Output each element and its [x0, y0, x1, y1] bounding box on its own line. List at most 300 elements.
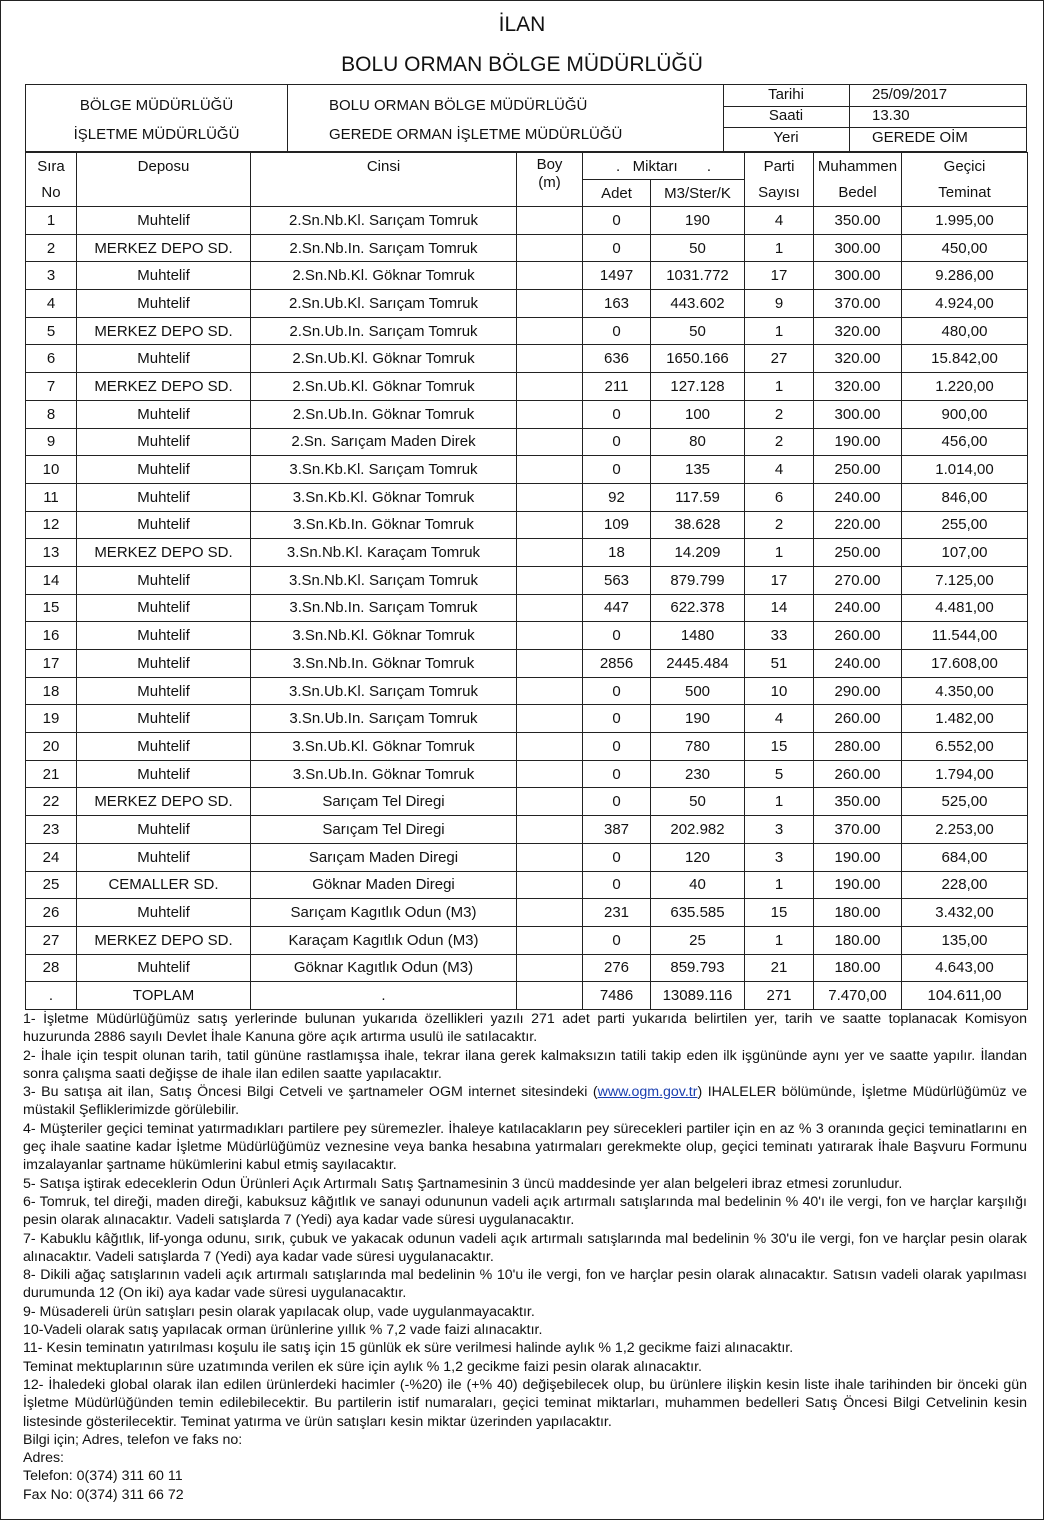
- cell-adet: 447: [583, 594, 651, 622]
- cell-teminat: 11.544,00: [902, 622, 1028, 650]
- cell-parti: 5: [745, 760, 814, 788]
- cell-boy: [517, 954, 583, 982]
- cell-m3: 50: [651, 234, 745, 262]
- cell-cinsi: Sarıçam Maden Diregi: [251, 843, 517, 871]
- cell-sira: 7: [26, 373, 77, 401]
- cell-deposu: Muhtelif: [77, 428, 251, 456]
- cell-boy: [517, 539, 583, 567]
- table-row: [26, 760, 1028, 788]
- cell-boy: [517, 650, 583, 678]
- note-3-pre: 3- Bu satışa ait ilan, Satış Öncesi Bilgi Cetveli ve şartnameler OGM internet sitesindeki (: [23, 1084, 598, 1101]
- cell-bedel: 240.00: [814, 483, 902, 511]
- cell-deposu: Muhtelif: [77, 816, 251, 844]
- cell-teminat: 7.125,00: [902, 566, 1028, 594]
- cell-boy: [517, 926, 583, 954]
- notes-section: [23, 1010, 1027, 1504]
- cell-adet: 0: [583, 622, 651, 650]
- col-header-cinsi-blank: [251, 180, 517, 207]
- cell-sira: 10: [26, 456, 77, 484]
- table-row: [26, 788, 1028, 816]
- cell-cinsi: 3.Sn.Ub.In. Göknar Tomruk: [251, 760, 517, 788]
- cell-sira: 27: [26, 926, 77, 954]
- cell-parti: 1: [745, 373, 814, 401]
- table-row: [26, 345, 1028, 373]
- cell-teminat: 525,00: [902, 788, 1028, 816]
- cell-parti: 1: [745, 234, 814, 262]
- header-box: [25, 84, 1027, 152]
- cell-deposu: Muhtelif: [77, 954, 251, 982]
- cell-boy: [517, 871, 583, 899]
- cell-teminat: 255,00: [902, 511, 1028, 539]
- cell-deposu: MERKEZ DEPO SD.: [77, 373, 251, 401]
- cell-adet: 0: [583, 760, 651, 788]
- note-3: [23, 1083, 1027, 1120]
- total-cell-sira: .: [26, 982, 77, 1010]
- cell-sira: 19: [26, 705, 77, 733]
- total-cell-boy: [517, 982, 583, 1010]
- table-row: [26, 954, 1028, 982]
- table-row: [26, 207, 1028, 235]
- cell-teminat: 1.220,00: [902, 373, 1028, 401]
- contact-phone: Telefon: 0(374) 311 60 11: [23, 1468, 183, 1485]
- cell-boy: [517, 760, 583, 788]
- cell-m3: 1480: [651, 622, 745, 650]
- cell-deposu: Muhtelif: [77, 733, 251, 761]
- table-row: [26, 843, 1028, 871]
- cell-cinsi: 2.Sn.Ub.In. Sarıçam Tomruk: [251, 317, 517, 345]
- cell-parti: 1: [745, 539, 814, 567]
- table-row: [26, 317, 1028, 345]
- cell-sira: 18: [26, 677, 77, 705]
- cell-cinsi: 3.Sn.Nb.Kl. Göknar Tomruk: [251, 622, 517, 650]
- cell-deposu: Muhtelif: [77, 705, 251, 733]
- note-2: 2- İhale için tespit olunan tarih, tatil gününe rastlamışsa ihale, tekrar ilana gerek kalmaksızın tatili takip eden ilk işgününde aynı yer ve saatte yapılır. İlandan sonra çalışma saati değişse de ihale ilan edilen saatte yapılacaktır.: [23, 1047, 1027, 1082]
- cell-adet: 2856: [583, 650, 651, 678]
- cell-bedel: 300.00: [814, 400, 902, 428]
- meta-label-date: Tarihi: [768, 86, 804, 103]
- cell-adet: 231: [583, 899, 651, 927]
- cell-teminat: 846,00: [902, 483, 1028, 511]
- total-cell-bedel: 7.470,00: [814, 982, 902, 1010]
- total-cell-teminat: 104.611,00: [902, 982, 1028, 1010]
- cell-adet: 0: [583, 788, 651, 816]
- cell-sira: 28: [26, 954, 77, 982]
- cell-m3: 50: [651, 788, 745, 816]
- cell-bedel: 240.00: [814, 650, 902, 678]
- cell-cinsi: 2.Sn. Sarıçam Maden Direk: [251, 428, 517, 456]
- cell-cinsi: Göknar Maden Diregi: [251, 871, 517, 899]
- cell-sira: 13: [26, 539, 77, 567]
- cell-deposu: Muhtelif: [77, 207, 251, 235]
- table-row: [26, 511, 1028, 539]
- cell-parti: 15: [745, 899, 814, 927]
- table-total-row: [26, 982, 1028, 1010]
- col-header-m3: M3/Ster/K: [651, 180, 745, 207]
- table-row: [26, 262, 1028, 290]
- cell-boy: [517, 345, 583, 373]
- col-header-sira: Sıra: [26, 153, 77, 180]
- table-row: [26, 926, 1028, 954]
- cell-adet: 0: [583, 400, 651, 428]
- cell-cinsi: Sarıçam Kagıtlık Odun (M3): [251, 899, 517, 927]
- cell-bedel: 350.00: [814, 207, 902, 235]
- cell-deposu: MERKEZ DEPO SD.: [77, 317, 251, 345]
- cell-m3: 80: [651, 428, 745, 456]
- cell-boy: [517, 566, 583, 594]
- cell-cinsi: Sarıçam Tel Diregi: [251, 816, 517, 844]
- contact-fax: Fax No: 0(374) 311 66 72: [23, 1486, 184, 1503]
- cell-teminat: 1.014,00: [902, 456, 1028, 484]
- cell-sira: 20: [26, 733, 77, 761]
- value-bolge: BOLU ORMAN BÖLGE MÜDÜRLÜĞÜ: [329, 97, 588, 114]
- cell-m3: 40: [651, 871, 745, 899]
- cell-adet: 0: [583, 843, 651, 871]
- meta-label-place: Yeri: [773, 129, 799, 146]
- table-row: [26, 456, 1028, 484]
- meta-value-date: 25/09/2017: [872, 86, 948, 103]
- cell-adet: 18: [583, 539, 651, 567]
- table-row: [26, 428, 1028, 456]
- cell-deposu: Muhtelif: [77, 594, 251, 622]
- cell-parti: 1: [745, 317, 814, 345]
- cell-deposu: Muhtelif: [77, 760, 251, 788]
- cell-cinsi: 3.Sn.Nb.Kl. Sarıçam Tomruk: [251, 566, 517, 594]
- cell-sira: 22: [26, 788, 77, 816]
- cell-boy: [517, 428, 583, 456]
- cell-m3: 780: [651, 733, 745, 761]
- col-header-boy: [517, 153, 583, 207]
- cell-adet: 387: [583, 816, 651, 844]
- ogm-link[interactable]: www.ogm.gov.tr: [597, 1084, 698, 1101]
- note-7: 7- Kabuklu kâğıtlık, lif-yonga odunu, sırık, çubuk ve yakacak odunun vadeli açık artırmalı satışlarında mal bedelinin % 30'u ile vergi, fon ve harçlar pesin olarak alınacaktır. Vadeli satışlarda 7 (Yedi) aya kadar vade süresi uygulanacaktır.: [23, 1230, 1027, 1265]
- cell-m3: 622.378: [651, 594, 745, 622]
- cell-teminat: 17.608,00: [902, 650, 1028, 678]
- cell-teminat: 228,00: [902, 871, 1028, 899]
- cell-parti: 1: [745, 926, 814, 954]
- cell-parti: 10: [745, 677, 814, 705]
- cell-deposu: Muhtelif: [77, 483, 251, 511]
- cell-teminat: 6.552,00: [902, 733, 1028, 761]
- cell-boy: [517, 373, 583, 401]
- cell-parti: 9: [745, 290, 814, 318]
- cell-m3: 2445.484: [651, 650, 745, 678]
- table-row: [26, 899, 1028, 927]
- cell-adet: 0: [583, 207, 651, 235]
- note-8: 8- Dikili ağaç satışlarının vadeli açık artırmalı satışlarında mal bedelinin % 10'u ile vergi, fon ve harçlar pesin olarak alınacaktır. Satısın vadeli olarak yapılması durumunda 12 (On iki) aya kadar vade süresi uygulanacaktır.: [23, 1267, 1027, 1302]
- total-cell-m3: 13089.116: [651, 982, 745, 1010]
- cell-bedel: 260.00: [814, 622, 902, 650]
- cell-adet: 563: [583, 566, 651, 594]
- cell-parti: 14: [745, 594, 814, 622]
- table-row: [26, 400, 1028, 428]
- table-row: [26, 622, 1028, 650]
- cell-bedel: 180.00: [814, 926, 902, 954]
- cell-parti: 4: [745, 456, 814, 484]
- cell-teminat: 107,00: [902, 539, 1028, 567]
- cell-parti: 6: [745, 483, 814, 511]
- cell-adet: 0: [583, 234, 651, 262]
- table-row: [26, 733, 1028, 761]
- cell-adet: 0: [583, 428, 651, 456]
- cell-adet: 109: [583, 511, 651, 539]
- cell-cinsi: Göknar Kagıtlık Odun (M3): [251, 954, 517, 982]
- cell-bedel: 300.00: [814, 234, 902, 262]
- cell-adet: 636: [583, 345, 651, 373]
- cell-sira: 5: [26, 317, 77, 345]
- cell-sira: 1: [26, 207, 77, 235]
- cell-teminat: 15.842,00: [902, 345, 1028, 373]
- cell-parti: 2: [745, 511, 814, 539]
- cell-cinsi: 2.Sn.Nb.Kl. Göknar Tomruk: [251, 262, 517, 290]
- cell-bedel: 280.00: [814, 733, 902, 761]
- cell-cinsi: 3.Sn.Ub.Kl. Sarıçam Tomruk: [251, 677, 517, 705]
- col-header-boy-unit: (m): [538, 174, 561, 191]
- cell-m3: 100: [651, 400, 745, 428]
- cell-deposu: MERKEZ DEPO SD.: [77, 926, 251, 954]
- cell-m3: 135: [651, 456, 745, 484]
- cell-deposu: Muhtelif: [77, 400, 251, 428]
- cell-boy: [517, 290, 583, 318]
- col-header-bedel: Bedel: [814, 180, 902, 207]
- cell-sira: 9: [26, 428, 77, 456]
- cell-parti: 17: [745, 566, 814, 594]
- cell-teminat: 1.482,00: [902, 705, 1028, 733]
- cell-m3: 859.793: [651, 954, 745, 982]
- cell-sira: 3: [26, 262, 77, 290]
- cell-sira: 4: [26, 290, 77, 318]
- cell-bedel: 370.00: [814, 816, 902, 844]
- col-header-deposu-blank: [77, 180, 251, 207]
- cell-cinsi: 3.Sn.Kb.Kl. Sarıçam Tomruk: [251, 456, 517, 484]
- cell-teminat: 4.924,00: [902, 290, 1028, 318]
- cell-teminat: 456,00: [902, 428, 1028, 456]
- cell-boy: [517, 207, 583, 235]
- table-row: [26, 566, 1028, 594]
- cell-boy: [517, 317, 583, 345]
- cell-sira: 17: [26, 650, 77, 678]
- page-title: İLAN: [498, 13, 546, 36]
- cell-teminat: 4.643,00: [902, 954, 1028, 982]
- cell-adet: 0: [583, 705, 651, 733]
- meta-value-time: 13.30: [872, 107, 910, 124]
- total-cell-deposu: TOPLAM: [77, 982, 251, 1010]
- cell-teminat: 450,00: [902, 234, 1028, 262]
- cell-boy: [517, 788, 583, 816]
- label-bolge: BÖLGE MÜDÜRLÜĞÜ: [79, 97, 234, 114]
- note-5: 5- Satışa iştirak edeceklerin Odun Ürünleri Açık Artırmalı Satış Şartnamesinin 3 üncü maddesinde yer alan belgeleri ibraz etmesi zorunludur.: [23, 1175, 903, 1192]
- cell-boy: [517, 456, 583, 484]
- cell-bedel: 190.00: [814, 843, 902, 871]
- cell-adet: 0: [583, 317, 651, 345]
- cell-adet: 163: [583, 290, 651, 318]
- meta-value-place: GEREDE OİM: [872, 129, 968, 146]
- col-header-sayisi: Sayısı: [745, 180, 814, 207]
- table-row: [26, 234, 1028, 262]
- note-11b: Teminat mektuplarının süre uzatımında verilen ek süre için aylık % 1,2 gecikme faizi pesin olarak alınacaktır.: [23, 1358, 702, 1375]
- cell-deposu: MERKEZ DEPO SD.: [77, 234, 251, 262]
- cell-m3: 500: [651, 677, 745, 705]
- cell-cinsi: 3.Sn.Nb.In. Göknar Tomruk: [251, 650, 517, 678]
- cell-bedel: 350.00: [814, 788, 902, 816]
- cell-adet: 0: [583, 926, 651, 954]
- col-header-miktari: . Miktarı .: [583, 153, 745, 180]
- cell-bedel: 320.00: [814, 317, 902, 345]
- cell-parti: 27: [745, 345, 814, 373]
- table-row: [26, 816, 1028, 844]
- cell-bedel: 370.00: [814, 290, 902, 318]
- cell-bedel: 240.00: [814, 594, 902, 622]
- cell-m3: 14.209: [651, 539, 745, 567]
- cell-bedel: 300.00: [814, 262, 902, 290]
- cell-sira: 6: [26, 345, 77, 373]
- cell-boy: [517, 899, 583, 927]
- cell-boy: [517, 843, 583, 871]
- cell-sira: 16: [26, 622, 77, 650]
- note-4: 4- Müşteriler geçici teminat yatırmadıkları partilere pey süremezler. İhaleye katılacakların pey sürecekleri partiler için en az % 3 oranında geçici teminatlarını en geç ihale saatine kadar İşletme Müdürlüğümüz veznesine veya banka hesabına yatırmaları gerekmekte olup, geçici teminatı yatırarak İhale Başvuru Formunu imzalayanlar şartname hükümlerini kabul etmiş sayılacaktır.: [23, 1120, 1027, 1174]
- label-isletme: İŞLETME MÜDÜRLÜĞÜ: [73, 126, 240, 143]
- cell-m3: 635.585: [651, 899, 745, 927]
- cell-m3: 202.982: [651, 816, 745, 844]
- cell-deposu: Muhtelif: [77, 290, 251, 318]
- col-header-adet: Adet: [583, 180, 651, 207]
- cell-teminat: 1.794,00: [902, 760, 1028, 788]
- cell-parti: 15: [745, 733, 814, 761]
- cell-teminat: 135,00: [902, 926, 1028, 954]
- table-row: [26, 871, 1028, 899]
- cell-cinsi: 2.Sn.Ub.Kl. Sarıçam Tomruk: [251, 290, 517, 318]
- cell-parti: 4: [745, 207, 814, 235]
- cell-m3: 879.799: [651, 566, 745, 594]
- cell-cinsi: 3.Sn.Kb.In. Göknar Tomruk: [251, 511, 517, 539]
- cell-m3: 25: [651, 926, 745, 954]
- cell-sira: 26: [26, 899, 77, 927]
- cell-adet: 0: [583, 733, 651, 761]
- cell-boy: [517, 677, 583, 705]
- col-header-parti: Parti: [745, 153, 814, 180]
- cell-bedel: 190.00: [814, 871, 902, 899]
- cell-m3: 127.128: [651, 373, 745, 401]
- cell-sira: 23: [26, 816, 77, 844]
- cell-cinsi: 2.Sn.Ub.Kl. Göknar Tomruk: [251, 373, 517, 401]
- cell-sira: 14: [26, 566, 77, 594]
- cell-m3: 190: [651, 705, 745, 733]
- cell-boy: [517, 733, 583, 761]
- cell-m3: 38.628: [651, 511, 745, 539]
- cell-parti: 51: [745, 650, 814, 678]
- cell-parti: 21: [745, 954, 814, 982]
- cell-cinsi: 3.Sn.Nb.Kl. Karaçam Tomruk: [251, 539, 517, 567]
- cell-sira: 15: [26, 594, 77, 622]
- cell-adet: 0: [583, 456, 651, 484]
- note-10: 10-Vadeli olarak satış yapılacak orman ürünlerine yıllık % 7,2 vade faizi alınacaktır.: [23, 1322, 543, 1339]
- cell-bedel: 250.00: [814, 456, 902, 484]
- cell-parti: 33: [745, 622, 814, 650]
- cell-deposu: Muhtelif: [77, 650, 251, 678]
- cell-parti: 4: [745, 705, 814, 733]
- cell-teminat: 1.995,00: [902, 207, 1028, 235]
- col-header-teminat: Teminat: [902, 180, 1028, 207]
- cell-cinsi: 3.Sn.Ub.Kl. Göknar Tomruk: [251, 733, 517, 761]
- contact-intro: Bilgi için; Adres, telefon ve faks no:: [23, 1431, 243, 1448]
- table-row: [26, 539, 1028, 567]
- cell-bedel: 220.00: [814, 511, 902, 539]
- cell-cinsi: 3.Sn.Ub.In. Sarıçam Tomruk: [251, 705, 517, 733]
- cell-parti: 1: [745, 871, 814, 899]
- table-row: [26, 483, 1028, 511]
- cell-teminat: 684,00: [902, 843, 1028, 871]
- cell-boy: [517, 705, 583, 733]
- cell-m3: 117.59: [651, 483, 745, 511]
- value-isletme: GEREDE ORMAN İŞLETME MÜDÜRLÜĞÜ: [329, 126, 623, 143]
- col-header-deposu: Deposu: [77, 153, 251, 180]
- cell-bedel: 260.00: [814, 760, 902, 788]
- cell-teminat: 2.253,00: [902, 816, 1028, 844]
- col-header-muhammen: Muhammen: [814, 153, 902, 180]
- cell-bedel: 260.00: [814, 705, 902, 733]
- cell-boy: [517, 262, 583, 290]
- cell-adet: 211: [583, 373, 651, 401]
- cell-cinsi: 2.Sn.Ub.In. Göknar Tomruk: [251, 400, 517, 428]
- cell-deposu: Muhtelif: [77, 677, 251, 705]
- cell-deposu: Muhtelif: [77, 566, 251, 594]
- cell-deposu: Muhtelif: [77, 456, 251, 484]
- cell-sira: 25: [26, 871, 77, 899]
- cell-adet: 1497: [583, 262, 651, 290]
- cell-deposu: Muhtelif: [77, 622, 251, 650]
- cell-deposu: Muhtelif: [77, 262, 251, 290]
- cell-boy: [517, 511, 583, 539]
- cell-m3: 443.602: [651, 290, 745, 318]
- cell-parti: 17: [745, 262, 814, 290]
- table-header-row-1: [26, 153, 1028, 180]
- table-row: [26, 373, 1028, 401]
- note-12: 12- İhaledeki global olarak ilan edilen ürünlerdeki hacimler (-%20) ile (+% 40) değişebilecek olup, bu ürünlere ilişkin kesin liste ihale tarihinden bir önceki gün İşletme Müdürlüğünden temin edilebilecektir. Bu partilerin istif numaraları, geçici teminat miktarları, muhammen bedelleri Satış Öncesi Bilgi Cetvelinin kesin listesinde gösterilecektir. Teminat yatırma ve ürün satışları kesin miktar üzerinden yapılacaktır.: [23, 1376, 1027, 1430]
- cell-m3: 50: [651, 317, 745, 345]
- cell-adet: 92: [583, 483, 651, 511]
- cell-bedel: 290.00: [814, 677, 902, 705]
- table-row: [26, 290, 1028, 318]
- contact-address: Adres:: [23, 1450, 65, 1467]
- total-cell-cinsi: .: [251, 982, 517, 1010]
- cell-parti: 2: [745, 428, 814, 456]
- cell-teminat: 4.350,00: [902, 677, 1028, 705]
- cell-adet: 0: [583, 871, 651, 899]
- col-header-boy-label: Boy: [536, 156, 563, 173]
- cell-cinsi: 3.Sn.Kb.Kl. Göknar Tomruk: [251, 483, 517, 511]
- table-row: [26, 594, 1028, 622]
- cell-sira: 21: [26, 760, 77, 788]
- cell-parti: 3: [745, 843, 814, 871]
- cell-parti: 1: [745, 788, 814, 816]
- cell-boy: [517, 483, 583, 511]
- cell-boy: [517, 622, 583, 650]
- cell-teminat: 480,00: [902, 317, 1028, 345]
- cell-sira: 24: [26, 843, 77, 871]
- cell-bedel: 190.00: [814, 428, 902, 456]
- cell-adet: 0: [583, 677, 651, 705]
- cell-bedel: 250.00: [814, 539, 902, 567]
- cell-adet: 276: [583, 954, 651, 982]
- sales-table: [25, 152, 1028, 1010]
- cell-m3: 1650.166: [651, 345, 745, 373]
- cell-deposu: Muhtelif: [77, 899, 251, 927]
- cell-parti: 2: [745, 400, 814, 428]
- cell-deposu: Muhtelif: [77, 511, 251, 539]
- cell-sira: 2: [26, 234, 77, 262]
- cell-cinsi: 3.Sn.Nb.In. Sarıçam Tomruk: [251, 594, 517, 622]
- cell-parti: 3: [745, 816, 814, 844]
- table-row: [26, 677, 1028, 705]
